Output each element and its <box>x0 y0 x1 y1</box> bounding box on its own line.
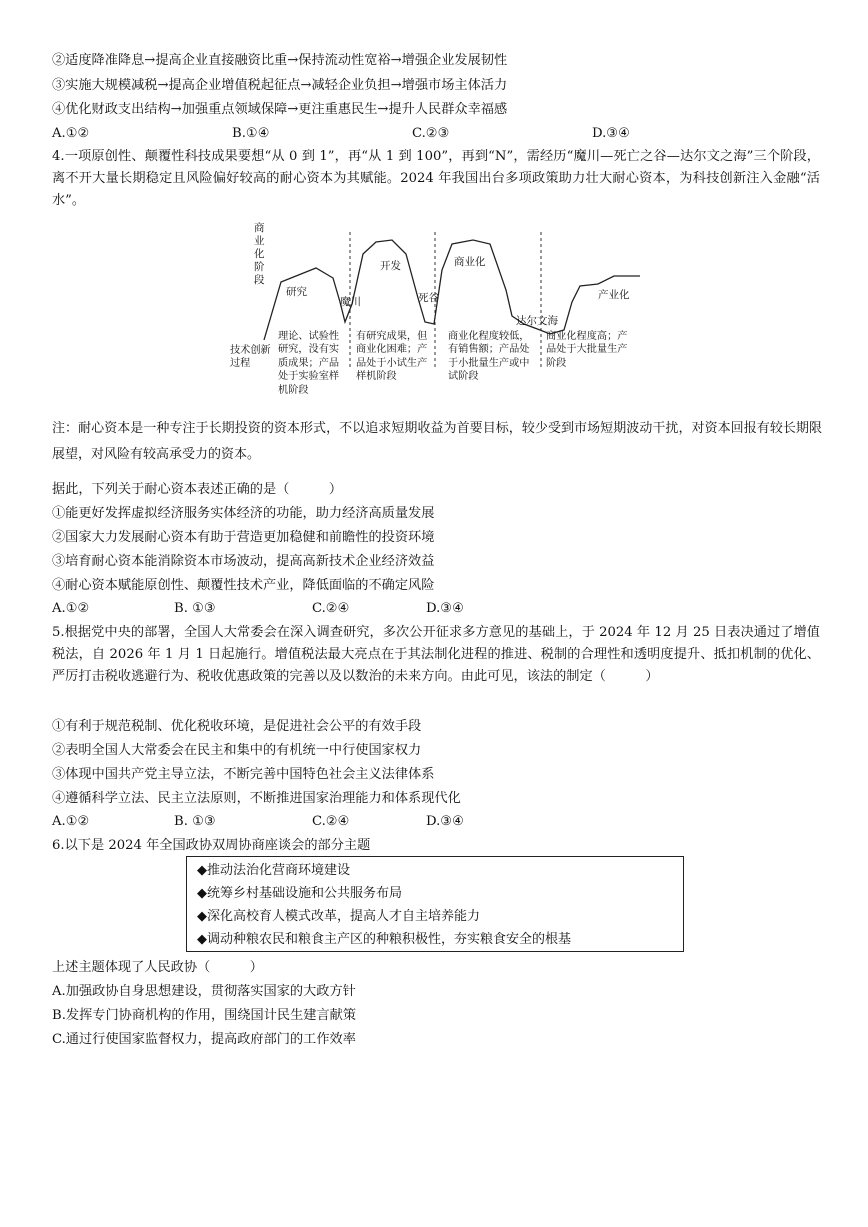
stage-block-1: 理论、试验性研究，没有实质成果；产品处于实验室样机阶段 <box>278 331 340 396</box>
q6-topic-2: ◆统筹乡村基础设施和公共服务布局 <box>197 886 402 901</box>
stage-block-2: 有研究成果，但商业化困难；产品处于小试生产样机阶段 <box>356 331 428 383</box>
q6-topic-box <box>186 856 684 952</box>
q3-item-3: ③实施大规模减税→提高企业增值税起征点→减轻企业负担→增强市场主体活力 <box>52 78 508 93</box>
q3-item-4: ④优化财政支出结构→加强重点领域保障→更注重惠民生→提升人民群众幸福感 <box>52 102 508 117</box>
left-label-tech-process: 技术创新过程 <box>230 345 271 370</box>
stage-label-industrialization: 产业化 <box>598 289 630 301</box>
q6-topic-3: ◆深化高校育人模式改革，提高人才自主培养能力 <box>197 909 480 924</box>
q6-question: 上述主题体现了人民政协（ ） <box>52 960 263 975</box>
q6-topic-4: ◆调动种粮农民和粮食主产区的种粮积极性，夯实粮食安全的根基 <box>197 932 571 947</box>
stage-label-darwin-sea: 达尔文海 <box>516 315 558 327</box>
innovation-stage-diagram <box>228 218 648 398</box>
q4-stem: 4.一项原创性、颠覆性科技成果要想“从 0 到 1”，再“从 1 到 100”，再到“N”，需经历“魔川—死亡之谷—达尔文之海”三个阶段，离不开大量长期稳定且风险偏好较高的耐心资本为其赋能。2024 年我国出台多项政策助力壮大耐心资本，为科技创新注入金融“活水”。 <box>52 149 820 208</box>
q6-topic-1: ◆推动法治化营商环境建设 <box>197 863 350 878</box>
innovation-curve <box>264 240 640 340</box>
q6-stem: 6.以下是 2024 年全国政协双周协商座谈会的部分主题 <box>52 838 371 853</box>
stage-label-research: 研究 <box>286 286 307 298</box>
q4-option-a[interactable]: A.①② <box>52 601 90 616</box>
stage-block-3: 商业化程度较低，有销售额；产品处于小批量生产或中试阶段 <box>448 331 530 383</box>
q4-item-3: ③培育耐心资本能消除资本市场波动，提高高新技术企业经济效益 <box>52 554 435 569</box>
q4-options <box>52 599 464 619</box>
q3-option-c[interactable]: C.②③ <box>412 126 450 141</box>
q5-item-4: ④遵循科学立法、民主立法原则，不断推进国家治理能力和体系现代化 <box>52 791 461 806</box>
q4-item-1: ①能更好发挥虚拟经济服务实体经济的功能，助力经济高质量发展 <box>52 506 435 521</box>
q5-option-c[interactable]: C.②④ <box>312 814 350 829</box>
q4-option-b[interactable]: B. ①③ <box>174 601 216 616</box>
q3-option-d[interactable]: D.③④ <box>592 126 630 141</box>
stage-block-4: 商业化程度高；产品处于大批量生产阶段 <box>546 331 628 369</box>
stage-label-commercialization: 商业化 <box>454 256 486 268</box>
q5-option-a[interactable]: A.①② <box>52 814 90 829</box>
stage-label-death-valley: 死谷 <box>418 292 439 304</box>
q5-stem: 5.根据党中央的部署，全国人大常委会在深入调查研究，多次公开征求多方意见的基础上，于 2024 年 12 月 25 日表决通过了增值税法，自 2026 年 1 月 1 日起施行。增值税法最大亮点在于其法制化进程的推进、税制的合理性和透明度提升、抵扣机制的优化、严厉打击税收逃避行为、税收优惠政策的完善以及以数治的未来方向。由此可见，该法的制定（ ） <box>52 625 820 684</box>
q6-option-b[interactable]: B.发挥专门协商机构的作用，围绕国计民生建言献策 <box>52 1008 357 1023</box>
stage-label-develop: 开发 <box>380 260 401 272</box>
q5-item-2: ②表明全国人大常委会在民主和集中的有机统一中行使国家权力 <box>52 743 422 758</box>
q4-option-d[interactable]: D.③④ <box>426 601 464 616</box>
q3-option-b[interactable]: B.①④ <box>232 126 270 141</box>
q3-item-2: ②适度降准降息→提高企业直接融资比重→保持流动性宽裕→增强企业发展韧性 <box>52 53 508 68</box>
q6-option-c[interactable]: C.通过行使国家监督权力，提高政府部门的工作效率 <box>52 1032 356 1047</box>
q4-option-c[interactable]: C.②④ <box>312 601 350 616</box>
q4-item-4: ④耐心资本赋能原创性、颠覆性技术产业，降低面临的不确定风险 <box>52 578 435 593</box>
q5-item-1: ①有利于规范税制、优化税收环境，是促进社会公平的有效手段 <box>52 719 422 734</box>
q5-option-d[interactable]: D.③④ <box>426 814 464 829</box>
q4-item-2: ②国家大力发展耐心资本有助于营造更加稳健和前瞻性的投资环境 <box>52 530 435 545</box>
q5-options <box>52 812 464 832</box>
q4-note: 注：耐心资本是一种专注于长期投资的资本形式，不以追求短期收益为首要目标，较少受到市场短期波动干扰，对资本回报有较长期限展望，对风险有较高承受力的资本。 <box>52 421 822 462</box>
q3-options <box>52 124 630 144</box>
q6-option-a[interactable]: A.加强政协自身思想建设，贯彻落实国家的大政方针 <box>52 984 356 999</box>
q5-item-3: ③体现中国共产党主导立法，不断完善中国特色社会主义法律体系 <box>52 767 435 782</box>
stage-label-mochuan: 魔川 <box>340 296 361 308</box>
axis-label-commercial-stage: 商业化阶段 <box>254 222 265 286</box>
q4-question: 据此，下列关于耐心资本表述正确的是（ ） <box>52 482 343 497</box>
q5-option-b[interactable]: B. ①③ <box>174 814 216 829</box>
q3-option-a[interactable]: A.①② <box>52 126 90 141</box>
